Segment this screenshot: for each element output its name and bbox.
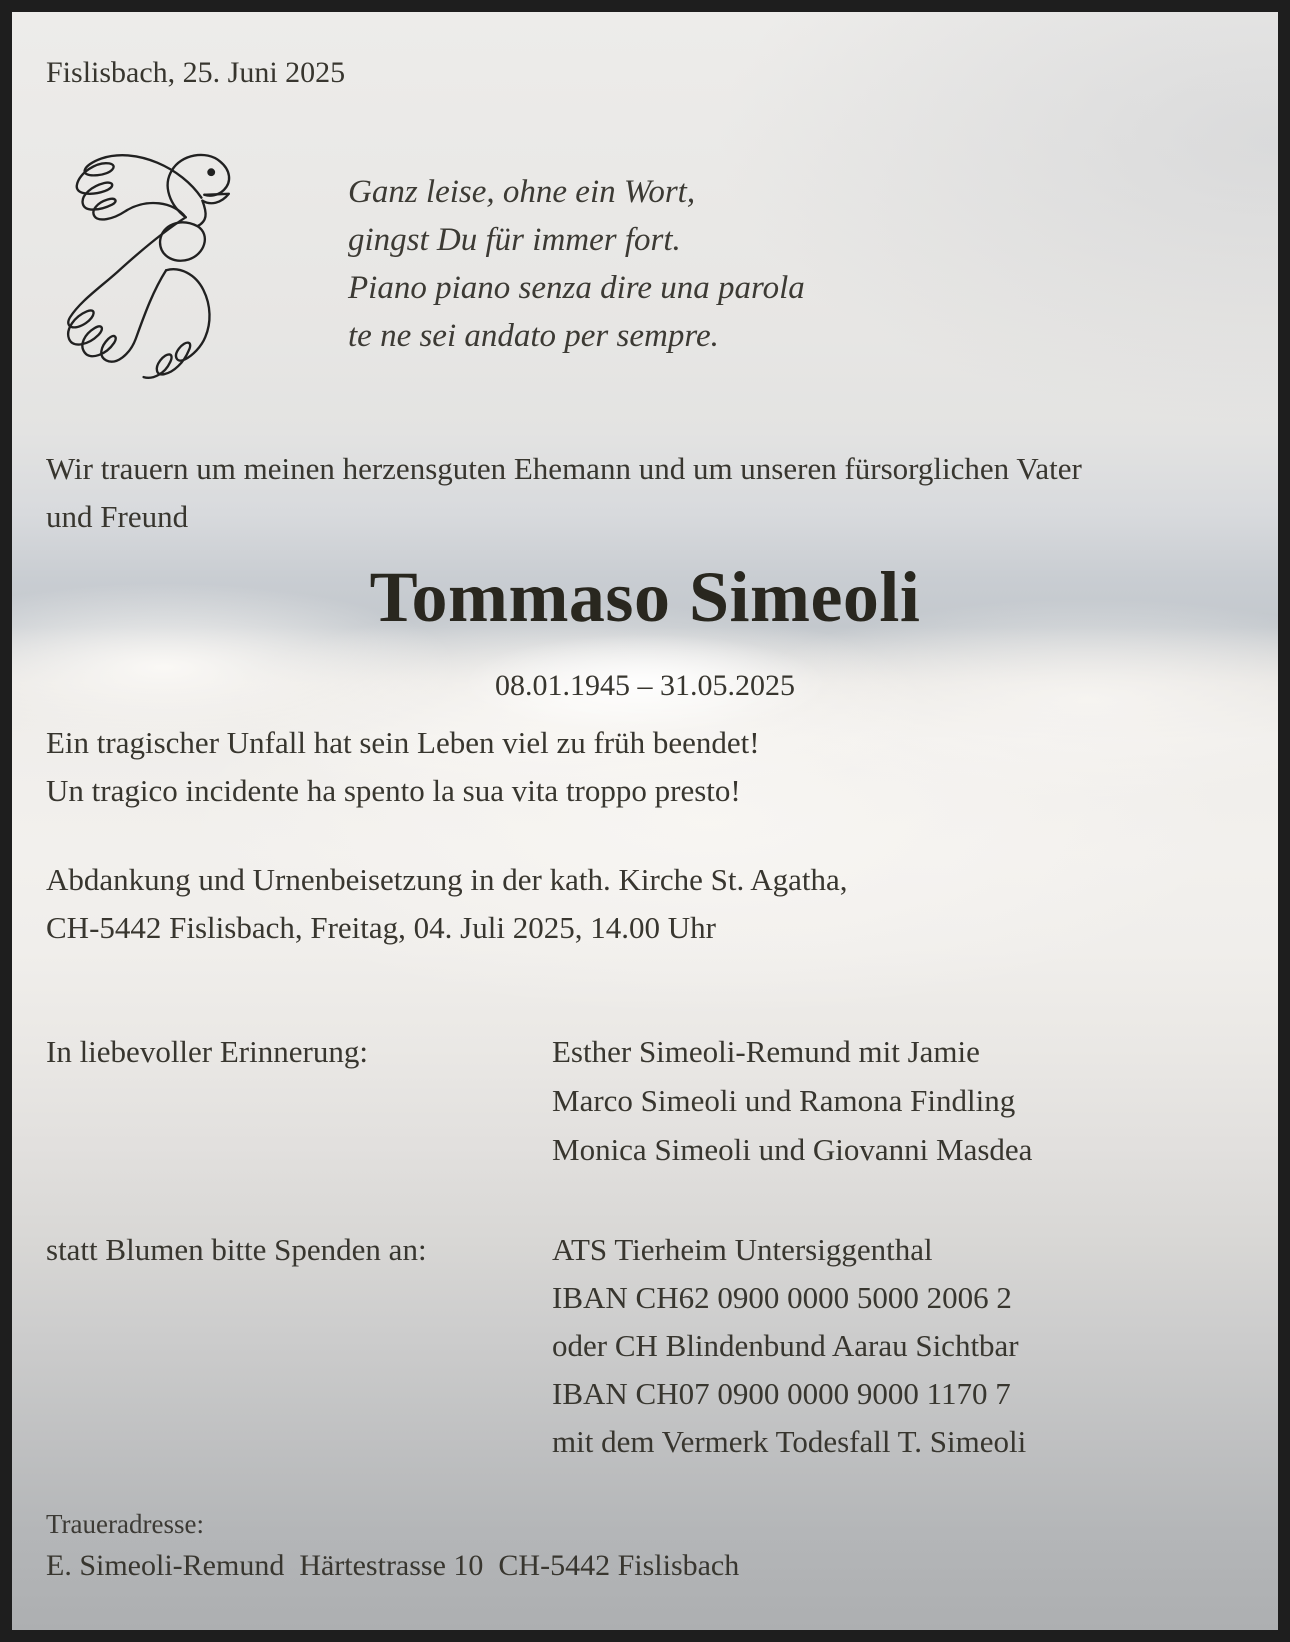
donation-lines: [552, 1226, 1026, 1466]
place-date: Fislisbach, 25. Juni 2025: [46, 56, 346, 89]
donation-line: IBAN CH07 0900 0000 9000 1170 7: [552, 1376, 1011, 1411]
memorial-name: Monica Simeoli und Giovanni Masdea: [552, 1132, 1033, 1167]
intro-line: und Freund: [46, 499, 189, 534]
service-paragraph: [46, 856, 848, 952]
donation-line: oder CH Blindenbund Aarau Sichtbar: [552, 1328, 1019, 1363]
donation-line: ATS Tierheim Untersiggenthal: [552, 1232, 933, 1267]
service-line: Abdankung und Urnenbeisetzung in der kath. Kirche St. Agatha,: [46, 862, 848, 897]
service-line: CH-5442 Fislisbach, Freitag, 04. Juli 2025, 14.00 Uhr: [46, 910, 716, 945]
intro-paragraph: [46, 445, 1236, 541]
donation-line: IBAN CH62 0900 0000 5000 2006 2: [552, 1280, 1012, 1315]
dove-line-art-icon: [50, 133, 293, 383]
cause-line: Ein tragischer Unfall hat sein Leben viel zu früh beendet!: [46, 725, 760, 760]
poem-line: te ne sei andato per sempre.: [348, 318, 719, 354]
intro-line: Wir trauern um meinen herzensguten Ehemann und um unseren fürsorglichen Vater: [46, 451, 1082, 486]
mourning-address: E. Simeoli-Remund Härtestrasse 10 CH-5442 Fislisbach: [46, 1549, 740, 1582]
poem: [348, 168, 805, 360]
memorial-name: Esther Simeoli-Remund mit Jamie: [552, 1034, 980, 1069]
life-dates: 08.01.1945 – 31.05.2025: [495, 669, 795, 702]
poem-line: gingst Du für immer fort.: [348, 222, 681, 258]
mourning-address-label: Traueradresse:: [46, 1509, 204, 1539]
cause-line: Un tragico incidente ha spento la sua vita troppo presto!: [46, 773, 741, 808]
deceased-name: Tommaso Simeoli: [369, 557, 921, 637]
memorial-label: In liebevoller Erinnerung:: [46, 1034, 368, 1069]
donation-label: statt Blumen bitte Spenden an:: [46, 1232, 427, 1267]
poem-line: Piano piano senza dire una parola: [348, 270, 805, 306]
poem-line: Ganz leise, ohne ein Wort,: [348, 174, 696, 210]
cause-paragraph: [46, 719, 760, 815]
memorial-name: Marco Simeoli und Ramona Findling: [552, 1083, 1016, 1118]
donation-line: mit dem Vermerk Todesfall T. Simeoli: [552, 1424, 1027, 1459]
memorial-names: [552, 1027, 1032, 1174]
